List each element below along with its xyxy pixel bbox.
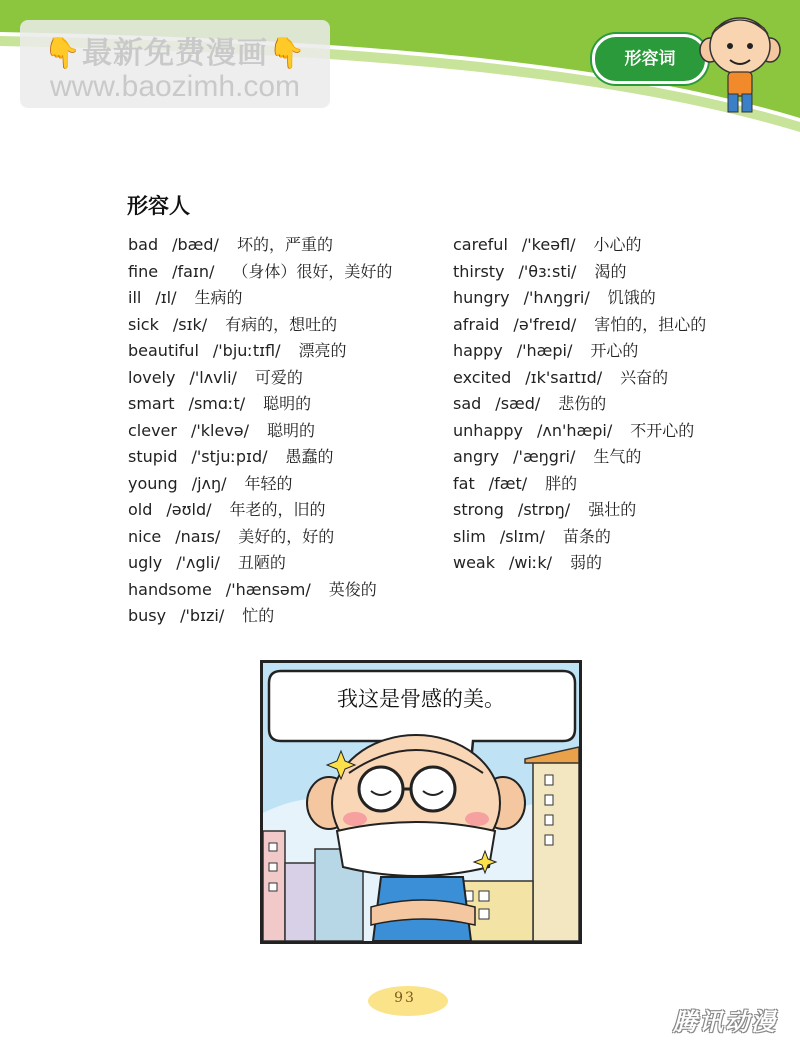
vocab-meaning: 年轻的 — [244, 473, 293, 493]
vocab-word: clever — [128, 420, 177, 440]
vocab-meaning: 生气的 — [593, 447, 642, 466]
vocab-phonetic: /sæd/ — [495, 394, 541, 413]
vocab-entry — [453, 285, 706, 312]
vocab-meaning: 不开心的 — [630, 420, 695, 440]
vocab-entry — [453, 391, 706, 418]
vocab-entry — [453, 338, 706, 365]
vocab-phonetic: /smɑːt/ — [188, 394, 246, 413]
vocab-word: fine — [128, 261, 159, 281]
vocab-meaning: 兴奋的 — [620, 367, 669, 387]
vocab-entry — [453, 365, 706, 392]
vocab-phonetic: /'ʌgli/ — [176, 553, 220, 572]
vocab-word: handsome — [128, 579, 212, 599]
vocab-phonetic: /strɒŋ/ — [517, 500, 571, 519]
vocab-word: afraid — [453, 314, 500, 334]
vocab-meaning: 坏的，严重的 — [236, 235, 333, 254]
vocab-word: thirsty — [453, 261, 505, 281]
vocab-phonetic: /'æŋgri/ — [513, 447, 576, 466]
vocab-word: unhappy — [453, 420, 524, 440]
vocab-meaning: 聪明的 — [263, 394, 312, 413]
vocab-phonetic: /'hænsəm/ — [225, 579, 311, 599]
vocab-word: excited — [453, 367, 512, 387]
vocab-meaning: 丑陋的 — [237, 553, 286, 572]
vocab-word: lovely — [128, 367, 176, 387]
vocab-phonetic: /'hʌŋgri/ — [523, 288, 590, 307]
vocab-entry — [453, 418, 706, 445]
vocab-entry — [128, 524, 392, 551]
vocab-entry — [128, 391, 392, 418]
vocab-word: beautiful — [128, 341, 199, 360]
vocab-entry — [453, 550, 706, 577]
vocab-meaning: 弱的 — [569, 553, 602, 572]
vocab-entry — [453, 497, 706, 524]
vocab-phonetic: /fæt/ — [488, 473, 528, 493]
vocab-phonetic: /jʌŋ/ — [191, 473, 227, 493]
watermark-title: 👇最新免费漫画👇 — [43, 36, 307, 71]
vocab-word: stupid — [128, 447, 178, 466]
vocab-entry — [453, 471, 706, 498]
vocab-meaning: 小心的 — [593, 235, 642, 254]
vocab-phonetic: /bæd/ — [172, 235, 219, 254]
vocab-phonetic: /ɪl/ — [155, 288, 177, 307]
vocab-phonetic: /əʊld/ — [166, 500, 212, 519]
vocab-meaning: 开心的 — [590, 341, 639, 360]
vocab-meaning: 愚蠢的 — [285, 447, 334, 466]
vocab-meaning: 饥饿的 — [607, 288, 656, 307]
pointing-down-hand-icon: 👇 — [268, 36, 307, 71]
page-number: 93 — [394, 990, 416, 1006]
vocab-entry — [128, 418, 392, 445]
vocab-entry — [453, 524, 706, 551]
watermark — [20, 20, 330, 108]
vocab-word: old — [128, 500, 153, 519]
vocab-word: sad — [453, 394, 482, 413]
vocab-meaning: 忙的 — [242, 606, 275, 625]
vocab-entry — [453, 232, 706, 259]
vocab-word: sick — [128, 314, 159, 334]
vocab-entry — [128, 497, 392, 524]
vocab-meaning: 漂亮的 — [298, 341, 347, 360]
vocab-phonetic: /'hæpi/ — [516, 341, 573, 360]
vocab-phonetic: /'θɜːsti/ — [518, 261, 577, 281]
vocab-entry — [128, 444, 392, 471]
vocab-meaning: 渴的 — [594, 261, 627, 281]
vocab-phonetic: /'lʌvli/ — [189, 367, 237, 387]
category-badge-label: 形容词 — [624, 49, 676, 69]
vocab-entry — [453, 444, 706, 471]
vocab-word: strong — [453, 500, 504, 519]
vocab-meaning: 有病的，想吐的 — [225, 314, 338, 334]
vocab-entry — [453, 312, 706, 339]
vocab-entry — [128, 577, 392, 604]
vocab-column-left — [128, 232, 392, 630]
vocab-phonetic: /wiːk/ — [509, 553, 552, 572]
vocab-meaning: 生病的 — [194, 288, 243, 307]
vocab-meaning: （身体）很好，美好的 — [232, 261, 393, 281]
vocab-phonetic: /'keəfl/ — [521, 235, 576, 254]
vocab-word: ugly — [128, 553, 163, 572]
watermark-url: www.baozimh.com — [49, 70, 301, 103]
vocab-phonetic: /faɪn/ — [172, 261, 215, 281]
vocab-entry — [128, 232, 392, 259]
vocab-word: weak — [453, 553, 495, 572]
tencent-comics-logo: 腾讯动漫 — [673, 1008, 777, 1036]
comic-panel — [260, 660, 582, 944]
vocab-word: angry — [453, 447, 500, 466]
vocab-entry — [128, 550, 392, 577]
vocab-word: careful — [453, 235, 508, 254]
vocab-word: slim — [453, 526, 486, 546]
vocab-meaning: 美好的，好的 — [238, 526, 335, 546]
vocab-entry — [128, 471, 392, 498]
vocab-word: young — [128, 473, 178, 493]
vocab-word: nice — [128, 526, 162, 546]
vocab-phonetic: /ɪk'saɪtɪd/ — [525, 367, 603, 387]
vocab-word: ill — [128, 288, 142, 307]
vocab-word: fat — [453, 473, 475, 493]
vocab-entry — [128, 312, 392, 339]
vocab-phonetic: /naɪs/ — [175, 526, 221, 546]
vocab-phonetic: /'bɪzi/ — [180, 606, 225, 625]
vocab-phonetic: /ə'freɪd/ — [513, 314, 577, 334]
vocab-phonetic: /sɪk/ — [172, 314, 208, 334]
vocab-word: busy — [128, 606, 167, 625]
vocab-entry — [128, 285, 392, 312]
vocab-phonetic: /slɪm/ — [499, 526, 545, 546]
vocab-meaning: 胖的 — [545, 473, 578, 493]
vocab-meaning: 可爱的 — [254, 367, 303, 387]
vocab-meaning: 强壮的 — [588, 500, 637, 519]
pointing-down-hand-icon: 👇 — [43, 36, 82, 71]
vocab-entry — [453, 259, 706, 286]
vocab-phonetic: /'bjuːtɪfl/ — [212, 341, 281, 360]
vocab-word: happy — [453, 341, 503, 360]
vocab-entry — [128, 603, 392, 630]
vocab-phonetic: /ʌn'hæpi/ — [537, 420, 613, 440]
vocab-meaning: 年老的，旧的 — [229, 500, 326, 519]
vocab-meaning: 苗条的 — [562, 526, 611, 546]
mascot-boy-illustration — [690, 8, 790, 118]
vocab-word: hungry — [453, 288, 510, 307]
speech-bubble-text: 我这是骨感的美。 — [337, 687, 505, 711]
vocab-column-right — [453, 232, 706, 577]
vocab-phonetic: /'klevə/ — [190, 420, 250, 440]
page-number-badge — [360, 982, 450, 1020]
vocab-meaning: 聪明的 — [267, 420, 316, 440]
section-title: 形容人 — [127, 194, 190, 218]
vocab-word: smart — [128, 394, 175, 413]
vocab-entry — [128, 365, 392, 392]
vocab-entry — [128, 338, 392, 365]
vocab-meaning: 英俊的 — [328, 579, 377, 599]
vocab-meaning: 悲伤的 — [558, 394, 607, 413]
vocab-meaning: 害怕的，担心的 — [594, 314, 707, 334]
vocab-phonetic: /'stjuːpɪd/ — [191, 447, 268, 466]
vocab-word: bad — [128, 235, 159, 254]
vocab-entry — [128, 259, 392, 286]
